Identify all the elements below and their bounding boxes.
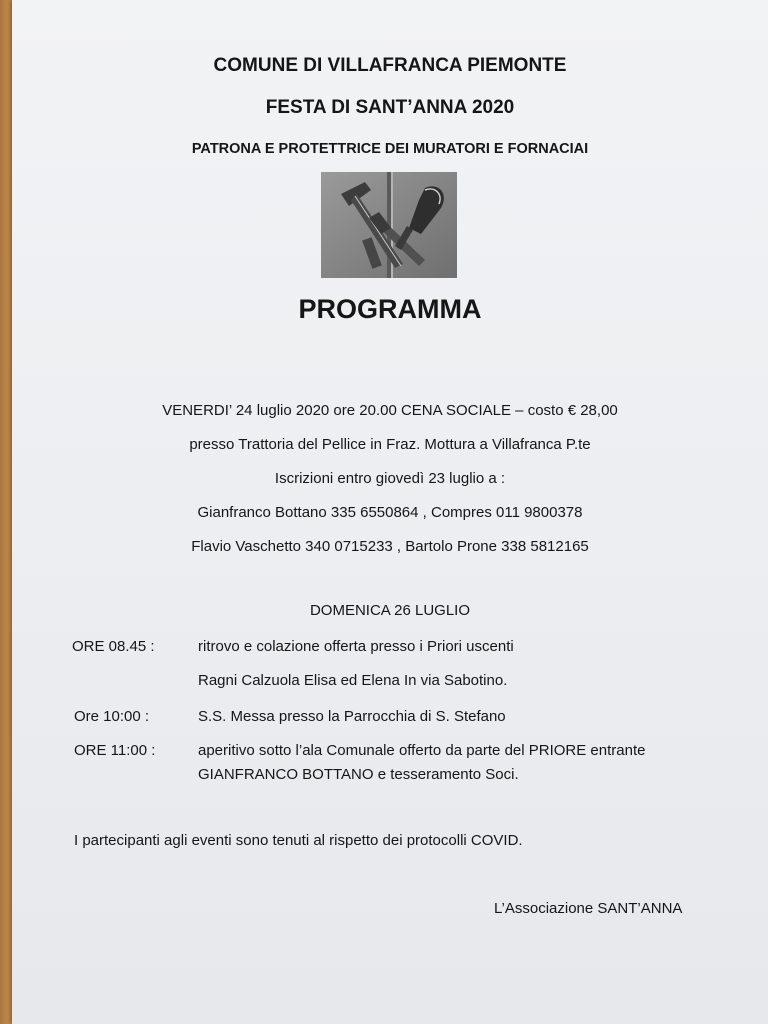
event-description: Ragni Calzuola Elisa ed Elena In via Sabotino. [198, 672, 508, 689]
event-description: S.S. Messa presso la Parrocchia di S. Stefano [198, 708, 506, 725]
festival-title: FESTA DI SANT’ANNA 2020 [265, 97, 515, 118]
signature: L’Associazione SANT’ANNA [494, 900, 683, 917]
friday-dinner-line: VENERDI’ 24 luglio 2020 ore 20.00 CENA SOCIALE – costo € 28,00 [162, 402, 618, 419]
hammer-and-trowel-icon [321, 172, 457, 278]
event-description: aperitivo sotto l’ala Comunale offerto da parte del PRIORE entrante [198, 742, 646, 759]
friday-venue-line: presso Trattoria del Pellice in Fraz. Mottura a Villafranca P.te [189, 436, 591, 453]
programme-title: PROGRAMMA [298, 294, 482, 324]
event-description: ritrovo e colazione offerta presso i Priori uscenti [198, 638, 514, 655]
event-time: ORE 11:00 : [74, 742, 156, 759]
friday-contacts-line-1: Gianfranco Bottano 335 6550864 , Compres 011 9800378 [197, 504, 583, 521]
event-time: ORE 08.45 : [72, 638, 155, 655]
covid-note: I partecipanti agli eventi sono tenuti al rispetto dei protocolli COVID. [74, 832, 523, 849]
event-time: Ore 10:00 : [74, 708, 150, 725]
sunday-heading: DOMENICA 26 LUGLIO [309, 602, 471, 619]
municipality-title: COMUNE DI VILLAFRANCA PIEMONTE [213, 55, 567, 76]
friday-registration-line: Iscrizioni entro giovedì 23 luglio a : [274, 470, 506, 487]
flyer-sheet [12, 0, 768, 1024]
friday-contacts-line-2: Flavio Vaschetto 340 0715233 , Bartolo Prone 338 5812165 [191, 538, 589, 555]
patron-subtitle: PATRONA E PROTETTRICE DEI MURATORI E FORNACIAI [191, 141, 589, 157]
event-description: GIANFRANCO BOTTANO e tesseramento Soci. [198, 766, 519, 783]
